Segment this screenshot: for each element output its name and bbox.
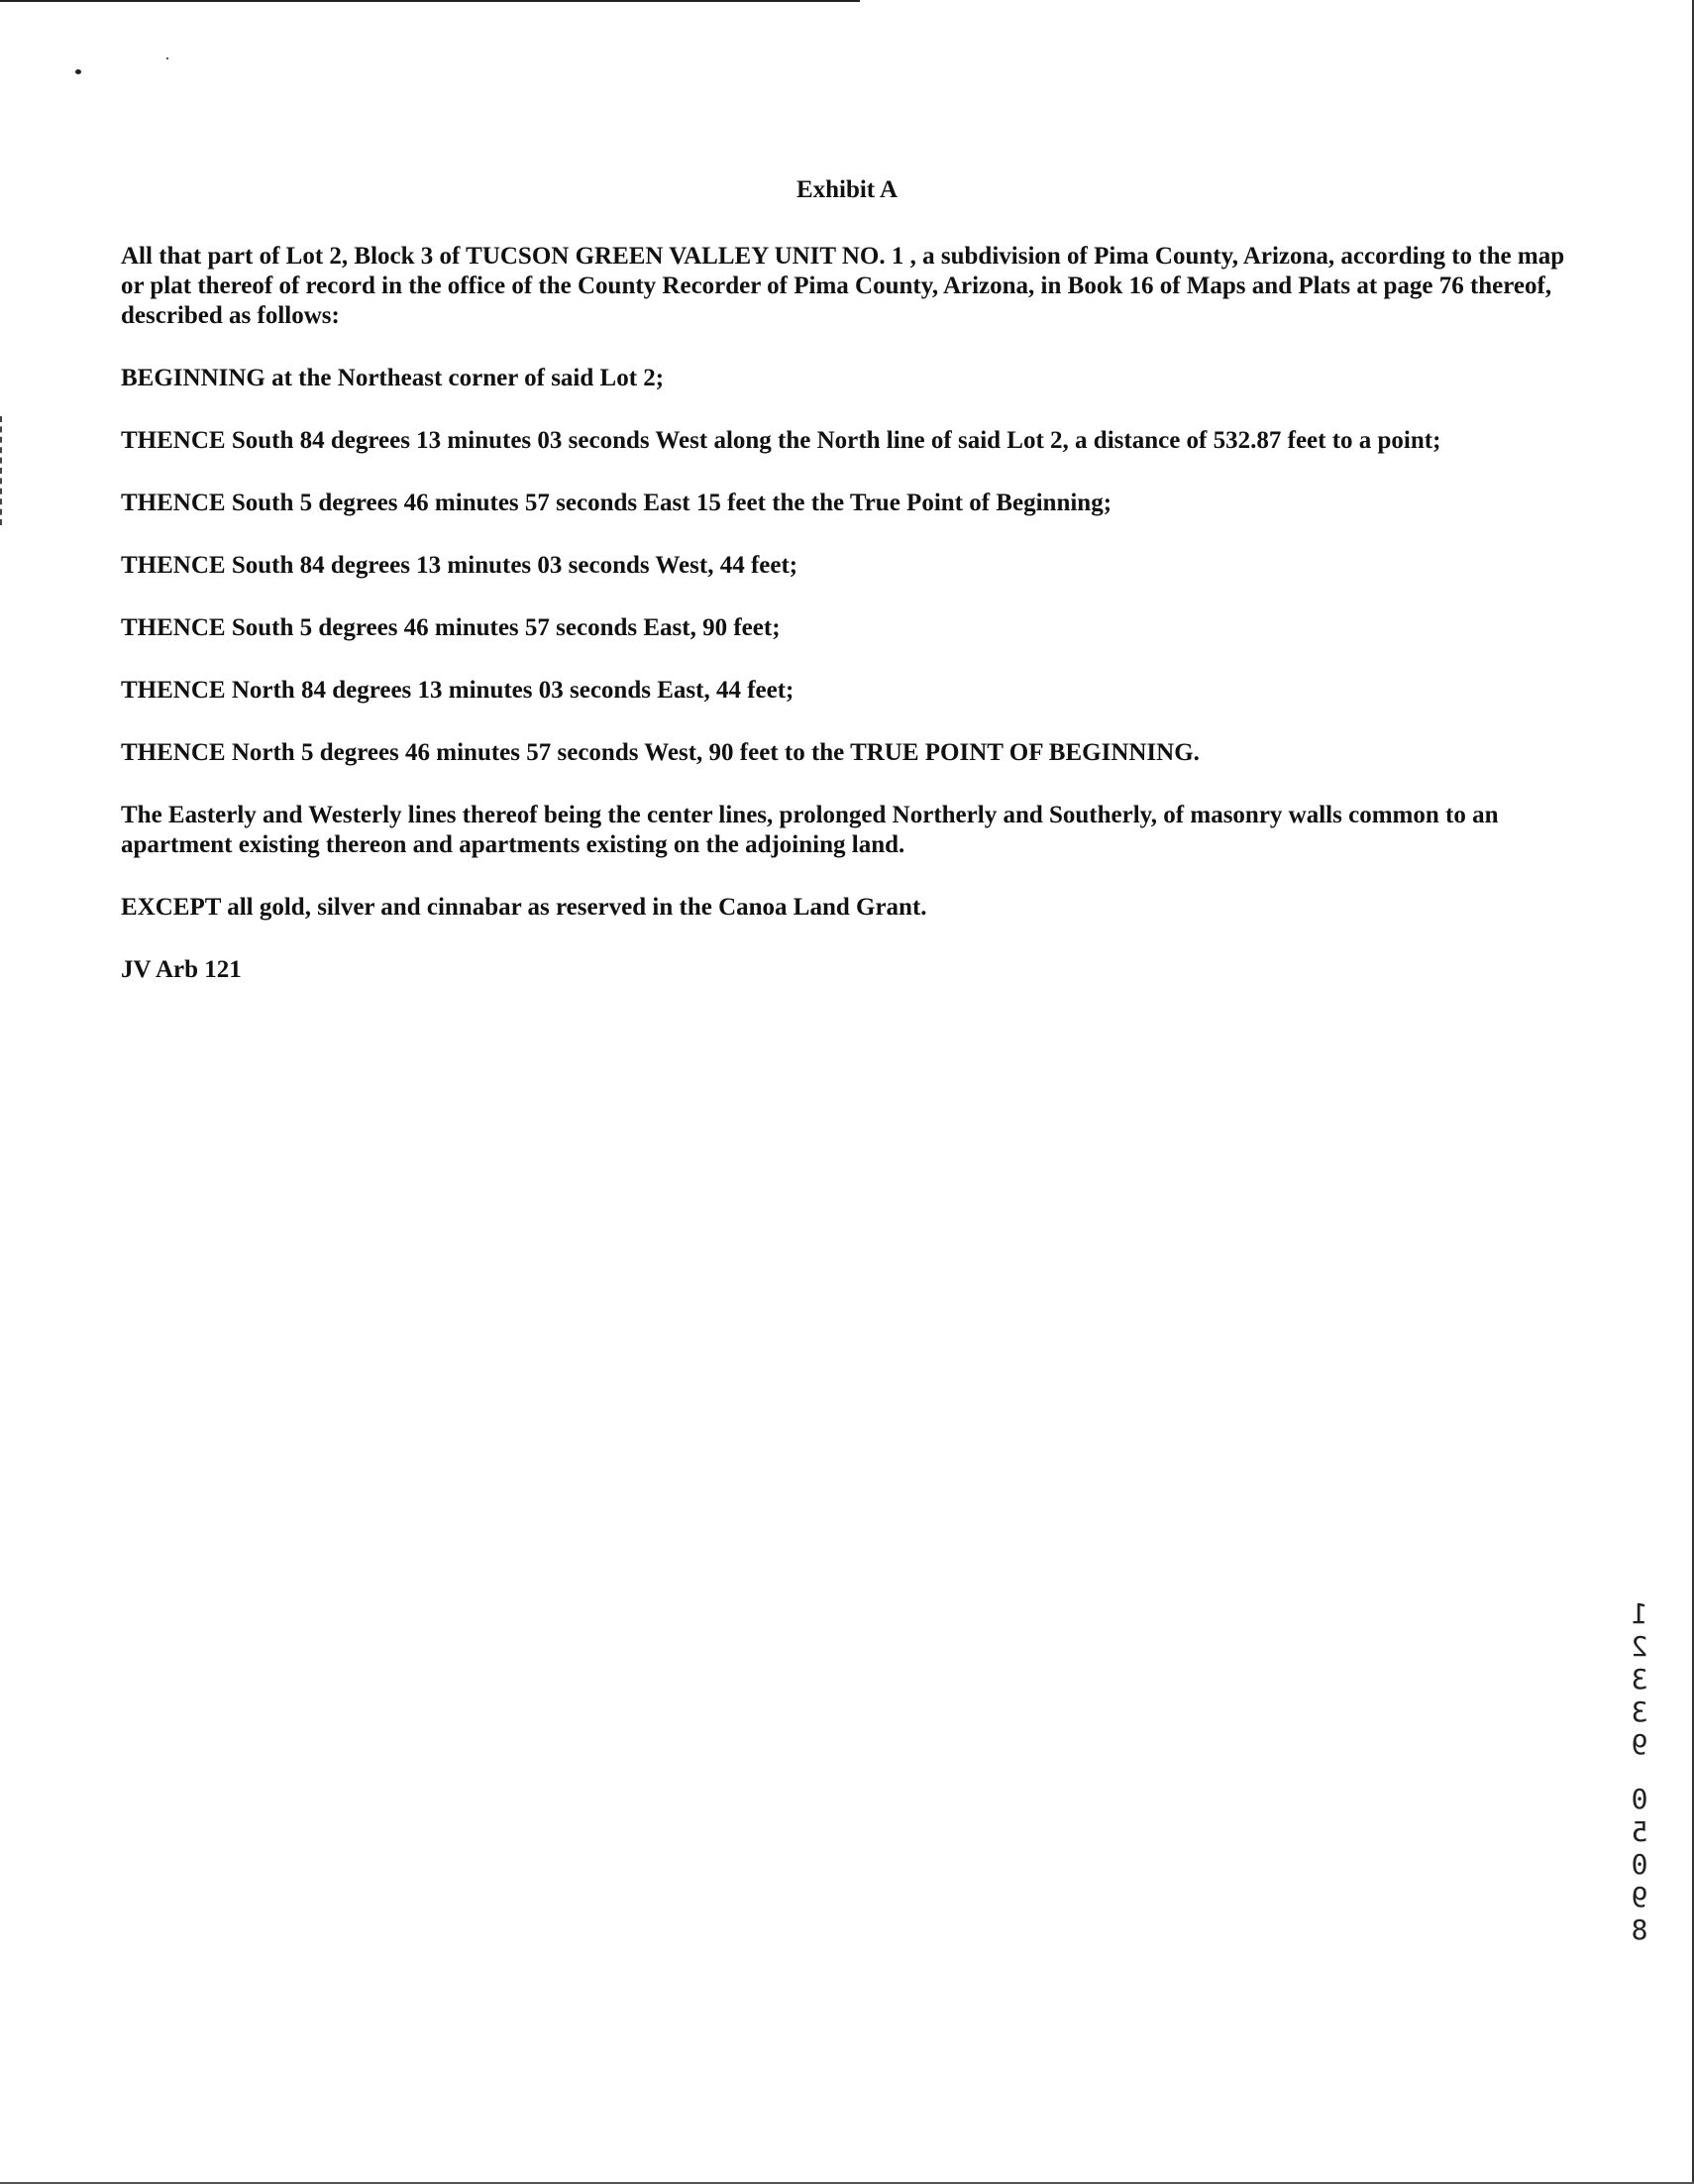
paragraph-reference: JV Arb 121 bbox=[121, 956, 242, 983]
stamp-digit: 0 bbox=[1631, 1783, 1648, 1815]
scan-left-edge-marks bbox=[0, 416, 5, 525]
stamp-digit: 3 bbox=[1631, 1663, 1648, 1695]
paragraph-course-2: THENCE South 5 degrees 46 minutes 57 seconds East 15 feet the the True Point of Beginning; bbox=[121, 490, 1112, 516]
paragraph-beginning: BEGINNING at the Northeast corner of said Lot 2; bbox=[121, 365, 665, 391]
stamp-digit: 5 bbox=[1631, 1815, 1648, 1848]
stamp-digit: 9 bbox=[1631, 1881, 1648, 1913]
stamp-digit: 1 bbox=[1631, 1597, 1648, 1630]
paragraph-course-3: THENCE South 84 degrees 13 minutes 03 seconds West, 44 feet; bbox=[121, 552, 798, 579]
stamp-digit: 8 bbox=[1631, 1913, 1648, 1946]
scan-top-edge-line bbox=[0, 0, 860, 2]
paragraph-course-5: THENCE North 84 degrees 13 minutes 03 seconds East, 44 feet; bbox=[121, 677, 794, 704]
paragraph-walls-note: The Easterly and Westerly lines thereof being the center lines, prolonged Northerly and Southerly, of masonry walls common to an apartment existing thereon and apartments existing on the adjoining land. bbox=[121, 802, 1499, 858]
paragraph-course-4: THENCE South 5 degrees 46 minutes 57 seconds East, 90 feet; bbox=[121, 614, 781, 641]
paragraph-course-1: THENCE South 84 degrees 13 minutes 03 seconds West along the North line of said Lot 2, a distance of 532.87 feet to a point; bbox=[121, 427, 1441, 454]
paragraph-exception: EXCEPT all gold, silver and cinnabar as reserved in the Canoa Land Grant. bbox=[121, 894, 927, 921]
scan-speck bbox=[166, 57, 168, 59]
stamp-digit: 9 bbox=[1631, 1728, 1648, 1761]
stamp-digit: 2 bbox=[1631, 1630, 1648, 1663]
stamp-digit: 0 bbox=[1631, 1848, 1648, 1881]
paragraph-course-6: THENCE North 5 degrees 46 minutes 57 seconds West, 90 feet to the TRUE POINT OF BEGINNING. bbox=[121, 739, 1200, 766]
recording-stamp-number bbox=[1625, 1597, 1654, 1946]
legal-description bbox=[121, 242, 1567, 1018]
scan-speck bbox=[75, 69, 81, 74]
stamp-digit: 3 bbox=[1631, 1695, 1648, 1728]
page-title: Exhibit A bbox=[795, 176, 899, 203]
paragraph-lot-description: All that part of Lot 2, Block 3 of TUCSON GREEN VALLEY UNIT NO. 1 , a subdivision of Pima County, Arizona, according to the map or plat thereof of record in the office of the County Recorder of Pima County, Arizona, in Book 16 of Maps and Plats at page 76 thereof, described as follows: bbox=[121, 243, 1565, 329]
